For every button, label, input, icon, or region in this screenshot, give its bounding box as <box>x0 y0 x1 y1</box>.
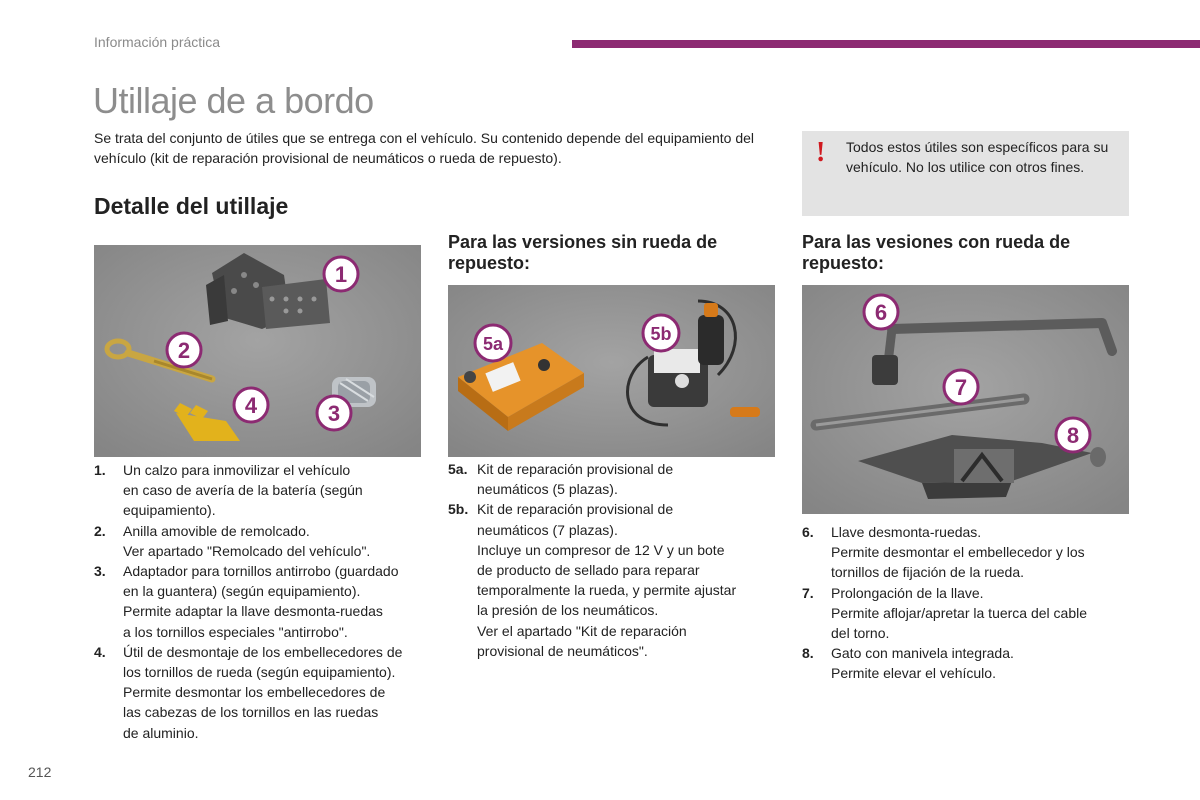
badge-5a <box>475 325 511 361</box>
badge-1-label: 1 <box>334 262 348 287</box>
tool-list-left <box>94 460 429 743</box>
item-text: Adaptador para tornillos antirrobo (guardado en la guantera) (según equipamiento). Permite adaptar la llave desmonta-ruedas a los tornillos especiales "antirrobo". <box>123 563 399 640</box>
warning-box <box>802 131 1129 216</box>
badge-5b-label: 5b <box>650 324 672 344</box>
list-item <box>448 499 778 661</box>
warning-text: Todos estos útiles son específicos para su vehículo. No los utilice con otros fines. <box>846 139 1109 175</box>
page-title: Utillaje de a bordo <box>93 80 374 121</box>
item-text: Prolongación de la llave. Permite aflojar/apretar la tuerca del cable del torno. <box>831 584 1088 642</box>
item-number: 6. <box>802 524 814 540</box>
photo-tools-1-4 <box>94 245 421 457</box>
item-text: Gato con manivela integrada. Permite elevar el vehículo. <box>831 645 1014 682</box>
section-subtitle: Detalle del utillaje <box>94 193 289 219</box>
item-number: 3. <box>94 563 106 580</box>
warning-icon: ! <box>816 137 826 168</box>
badge-7-label: 7 <box>954 375 968 400</box>
photo-repair-kits <box>448 285 775 457</box>
item-text: Llave desmonta-ruedas. Permite desmontar el embellecedor y los tornillos de fijación de la rueda. <box>831 524 1085 581</box>
badge-3 <box>317 396 351 430</box>
badge-4-label: 4 <box>244 393 258 418</box>
badge-8 <box>1056 418 1090 452</box>
badge-2-label: 2 <box>177 338 191 363</box>
list-item <box>94 521 429 561</box>
item-text: Un calzo para inmovilizar el vehículo en caso de avería de la batería (según equipamiento). <box>123 462 363 519</box>
section-label: Información práctica <box>94 34 221 50</box>
badge-5a-label: 5a <box>482 334 504 354</box>
badge-5b <box>643 315 679 351</box>
heading-without-spare: Para las versiones sin rueda de repuesto: <box>448 232 718 273</box>
heading-with-spare: Para las vesiones con rueda de repuesto: <box>802 232 1071 273</box>
item-number: 2. <box>94 522 106 539</box>
photo-spare-wheel-tools <box>802 285 1129 514</box>
list-item <box>94 642 429 743</box>
badge-2 <box>167 333 201 367</box>
list-item <box>802 583 1132 644</box>
badge-6-label: 6 <box>874 300 888 325</box>
item-text: Kit de reparación provisional de neumáticos (5 plazas). <box>477 461 674 498</box>
page-number: 212 <box>28 764 52 780</box>
list-item <box>94 460 429 521</box>
list-item <box>802 522 1132 583</box>
list-item <box>448 459 778 499</box>
badge-3-label: 3 <box>327 401 341 426</box>
badge-6 <box>864 295 898 329</box>
item-number: 8. <box>802 645 814 662</box>
list-item <box>802 643 1132 683</box>
tool-list-right <box>802 522 1132 684</box>
item-number: 4. <box>94 643 106 660</box>
badge-8-label: 8 <box>1066 423 1080 448</box>
item-text: Kit de reparación provisional de neumáticos (7 plazas). Incluye un compresor de 12 V y un bote de producto de sellado para reparar temporalmente la rueda, y permite ajustar la presión de los neumáticos. Ver el apartado "Kit de reparación provisional de neumáticos". <box>477 501 737 659</box>
badge-7 <box>944 370 978 404</box>
item-text: Útil de desmontaje de los embellecedores de los tornillos de rueda (según equipamiento). Permite desmontar los embellecedores de las cabezas de los tornillos en las ruedas de aluminio. <box>123 643 403 741</box>
item-number: 5a. <box>448 461 468 477</box>
item-number: 1. <box>94 462 106 478</box>
item-text: Anilla amovible de remolcado. Ver apartado "Remolcado del vehículo". <box>123 522 371 559</box>
item-number: 5b. <box>448 501 469 518</box>
tool-list-middle <box>448 459 778 661</box>
list-item <box>94 561 429 642</box>
intro-paragraph: Se trata del conjunto de útiles que se entrega con el vehículo. Su contenido depende del equipamiento del vehículo (kit de reparación provisional de neumáticos o rueda de repuesto). <box>94 130 755 166</box>
badge-4 <box>234 388 268 422</box>
item-number: 7. <box>802 584 814 601</box>
badge-1 <box>324 257 358 291</box>
header-accent-bar <box>572 40 1200 48</box>
